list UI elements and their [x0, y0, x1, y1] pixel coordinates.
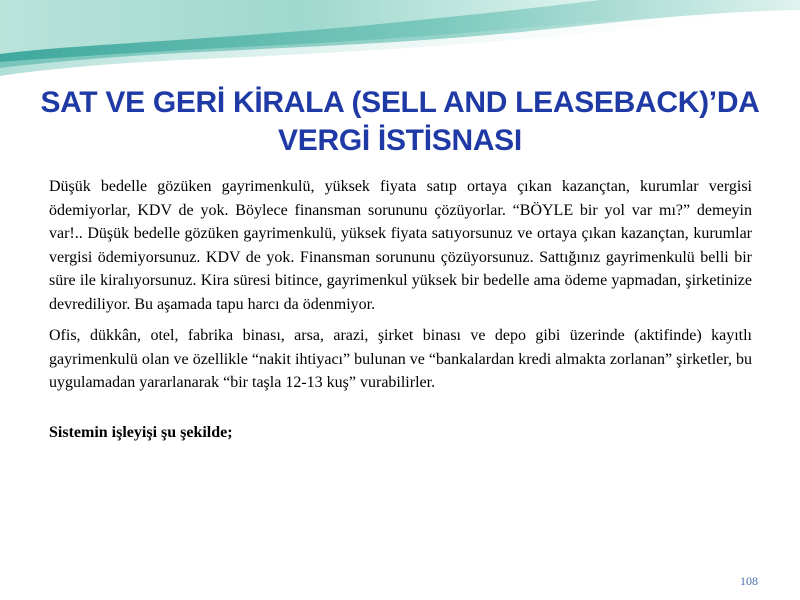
page-number: 108 [740, 574, 758, 588]
paragraph-1: Düşük bedelle gözüken gayrimenkulü, yüksek fiyata satıp ortaya çıkan kazançtan, kurumlar vergisi ödemiyorlar, KDV de yok. Böylece finansman sorununu çözüyorlar. “BÖYLE bir yol var mı?” demeyin var!.. Düşük bedelle gözüken gayrimenkulü, yüksek fiyata satıyorsunuz ve ortaya çıkan kazançtan, kurumlar vergisi ödemiyorsunuz. KDV de yok. Finansman sorununu çözüyorsunuz. Sattığınız gayrimenkulü belli bir süre ile kiralıyorsunuz. Kira süresi bitince, gayrimenkul yüksek bir bedelle ama ödeme yapmadan, şirketinize devrediliyor. Bu aşamada tapu harcı da ödenmiyor. [49, 178, 752, 313]
paragraph-2: Ofis, dükkân, otel, fabrika binası, arsa, arazi, şirket binası ve depo gibi üzerinde (aktifinde) kayıtlı gayrimenkulü olan ve özellikle “nakit ihtiyacı” bulunan ve “bankalardan kredi almakta zorlanan” şirketler, bu uygulamadan yararlanarak “bir taşla 12-13 kuş” vurabilirler. [49, 327, 752, 391]
slide-body [49, 175, 752, 444]
header-wave-decoration [0, 0, 800, 80]
subheading: Sistemin işleyişi şu şekilde; [49, 423, 233, 441]
slide-title: SAT VE GERİ KİRALA (SELL AND LEASEBACK)’DA VERGİ İSTİSNASI [40, 86, 760, 157]
